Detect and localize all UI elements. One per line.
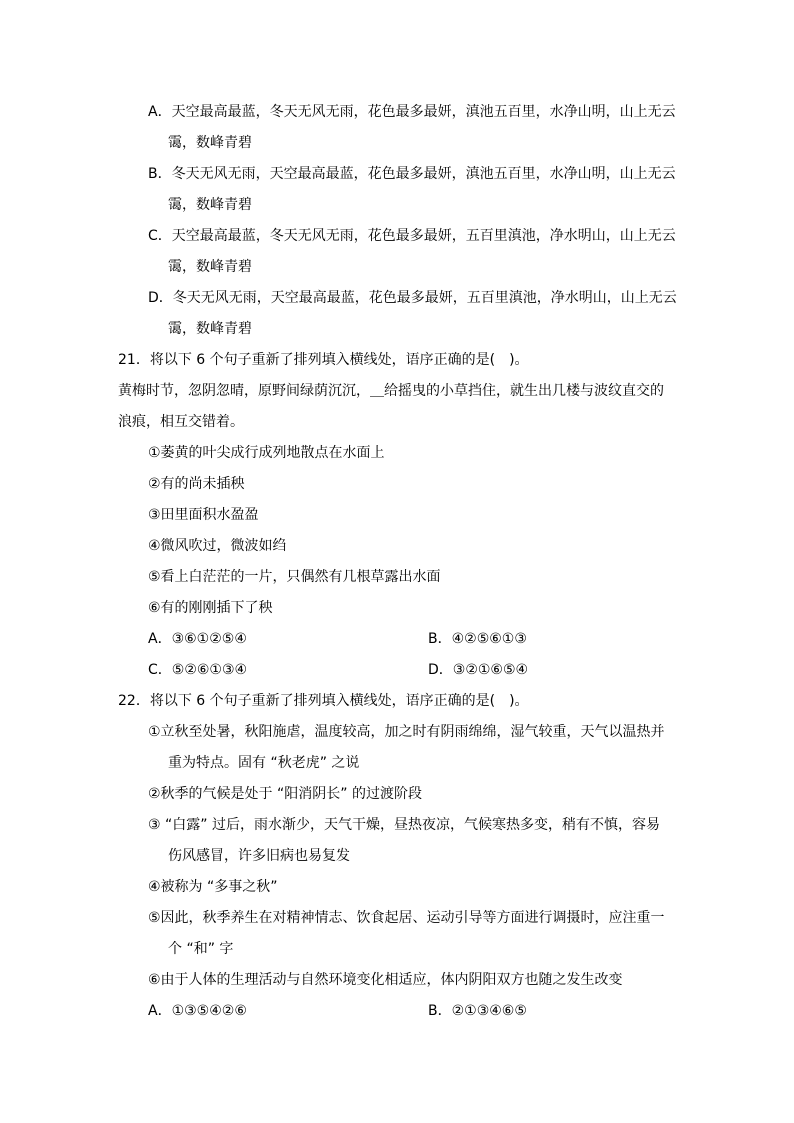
q21-choice-a: A．③⑥①②⑤④ (148, 631, 247, 647)
q21-stem: 21．将以下 6 个句子重新了排列填入横线处，语序正确的是( )。 (118, 352, 529, 368)
q22-sentence-4: ④被称为 “多事之秋” (148, 879, 278, 895)
q20-option-a-line1: A．天空最高最蓝，冬天无风无雨，花色最多最妍，滇池五百里，水净山明，山上无云 (148, 104, 676, 120)
q22-sentence-5-line2: 个 “和” 字 (168, 941, 234, 957)
q21-sentence-1: ①萎黄的叶尖成行成列地散点在水面上 (148, 445, 385, 461)
q20-option-a-line2: 霭，数峰青碧 (168, 135, 252, 151)
q21-choice-b: B．④②⑤⑥①③ (428, 631, 527, 647)
q22-sentence-2: ②秋季的气候是处于 “阳消阴长” 的过渡阶段 (148, 786, 422, 802)
q22-sentence-6: ⑥由于人体的生理活动与自然环境变化相适应，体内阴阳双方也随之发生改变 (148, 972, 623, 988)
q21-sentence-3: ③田里面积水盈盈 (148, 507, 259, 523)
q22-sentence-5-line1: ⑤因此，秋季养生在对精神情志、饮食起居、运动引导等方面进行调摄时，应注重一 (148, 910, 665, 926)
q20-option-c-line2: 霭，数峰青碧 (168, 259, 252, 275)
q20-option-b-line1: B．冬天无风无雨，天空最高最蓝，花色最多最妍，滇池五百里，水净山明，山上无云 (148, 166, 676, 182)
q21-choice-d: D．③②①⑥⑤④ (428, 662, 529, 678)
q22-choice-a: A．①③⑤④②⑥ (148, 1003, 247, 1019)
q20-option-b-line2: 霭，数峰青碧 (168, 197, 252, 213)
q22-stem: 22．将以下 6 个句子重新了排列填入横线处，语序正确的是( )。 (118, 693, 529, 709)
q21-passage-line2: 浪痕，相互交错着。 (118, 414, 244, 430)
q22-sentence-1-line2: 重为特点。固有 “秋老虎” 之说 (168, 755, 360, 771)
q21-sentence-5: ⑤看上白茫茫的一片，只偶然有几根草露出水面 (148, 569, 441, 585)
q22-sentence-1-line1: ①立秋至处暑，秋阳施虐，温度较高，加之时有阴雨绵绵，湿气较重，天气以温热并 (148, 724, 665, 740)
q21-sentence-4: ④微风吹过，微波如绉 (148, 538, 287, 554)
q20-option-d-line1: D．冬天无风无雨，天空最高最蓝，花色最多最妍，五百里滇池，净水明山，山上无云 (148, 290, 677, 306)
q21-passage-line1: 黄梅时节，忽阴忽晴，原野间绿荫沉沉，＿给摇曳的小草挡住，就生出几楼与波纹直交的 (118, 383, 664, 399)
q21-choice-c: C．⑤②⑥①③④ (148, 662, 248, 678)
q21-sentence-6: ⑥有的刚刚插下了秧 (148, 600, 273, 616)
q20-option-d-line2: 霭，数峰青碧 (168, 321, 252, 337)
q21-sentence-2: ②有的尚未插秧 (148, 476, 245, 492)
q22-sentence-3-line2: 伤风感冒，许多旧病也易复发 (168, 848, 350, 864)
q22-choice-b: B．②①③④⑥⑤ (428, 1003, 527, 1019)
q20-option-c-line1: C．天空最高最蓝，冬天无风无雨，花色最多最妍，五百里滇池，净水明山，山上无云 (148, 228, 676, 244)
q22-sentence-3-line1: ③ “白露” 过后，雨水渐少，天气干燥，昼热夜凉，气候寒热多变，稍有不慎，容易 (148, 817, 660, 833)
